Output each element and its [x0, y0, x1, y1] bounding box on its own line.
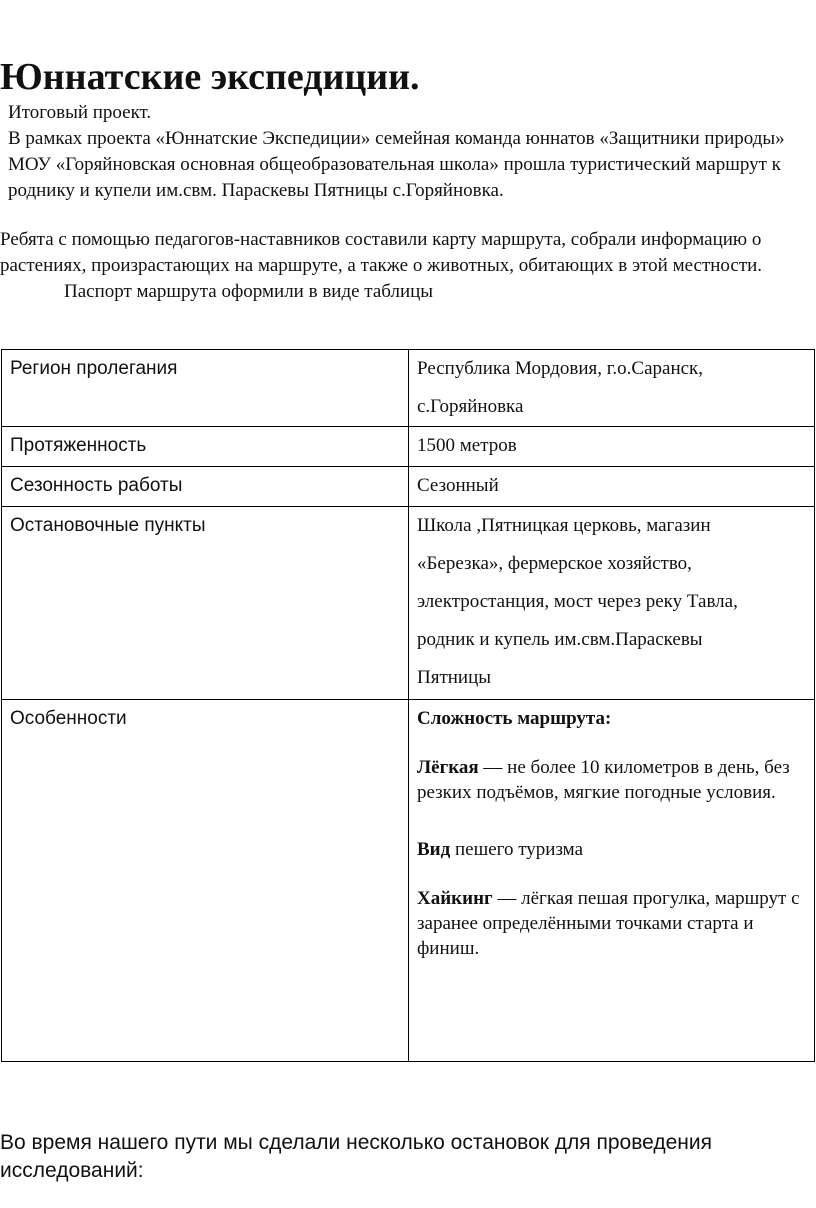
row-label-features: Особенности: [10, 708, 127, 729]
table-cell-label: [2, 507, 409, 700]
outro-paragraph: Во время нашего пути мы сделали несколько остановок для проведения исследований:: [0, 1131, 713, 1182]
document-title: Юннатские экспедиции.: [0, 56, 420, 98]
table-row: [2, 700, 815, 1062]
easy-label: Лёгкая: [417, 757, 479, 778]
table-cell-label: [2, 467, 409, 507]
row-value-line: Пятницы: [417, 667, 492, 688]
route-passport-table: [1, 349, 815, 1062]
row-value-line: родник и купель им.свм.Параскевы: [417, 629, 703, 650]
intro-section: [8, 100, 814, 204]
intro-line-project: Итоговый проект.: [8, 102, 152, 123]
table-row: [2, 467, 815, 507]
intro-paragraph: В рамках проекта «Юннатские Экспедиции» семейная команда юннатов «Защитники природы» МОУ «Горяйновская основная общеобразовательная школа» прошла туристический маршрут к роднику и купели им.свм. Параскевы Пятницы с.Горяйновка.: [8, 128, 785, 201]
table-cell-value: [409, 350, 815, 427]
table-cell-value: [409, 467, 815, 507]
row-label-stops: Остановочные пункты: [10, 515, 206, 536]
hiking-label: Хайкинг: [417, 888, 493, 909]
body-section: [0, 227, 812, 305]
hiking-text: — лёгкая пешая прогулка, маршрут с заранее определёнными точками старта и финиш.: [417, 888, 800, 959]
table-cell-label: [2, 700, 409, 1062]
row-label-season: Сезонность работы: [10, 475, 183, 496]
row-label-length: Протяженность: [10, 435, 147, 456]
table-cell-label: [2, 350, 409, 427]
row-label-region: Регион пролегания: [10, 358, 178, 379]
row-value-line: 1500 метров: [417, 435, 517, 456]
features-type: [417, 837, 806, 862]
features-heading: Сложность маршрута:: [417, 708, 612, 729]
row-value-line: с.Горяйновка: [417, 396, 524, 417]
row-value-line: электростанция, мост через реку Тавла,: [417, 591, 738, 612]
row-value-line: Школа ,Пятницкая церковь, магазин: [417, 515, 711, 536]
row-value-line: «Березка», фермерское хозяйство,: [417, 553, 692, 574]
table-row: [2, 427, 815, 467]
table-row: [2, 350, 815, 427]
body-paragraph-map: Ребята с помощью педагогов-наставников составили карту маршрута, собрали информацию о растениях, произрастающих на маршруте, а также о животных, обитающих в этой местности.: [0, 229, 763, 276]
table-row: [2, 507, 815, 700]
row-value-line: Республика Мордовия, г.о.Саранск,: [417, 358, 704, 379]
type-label: Вид: [417, 839, 451, 860]
table-cell-features: [409, 700, 815, 1062]
table-cell-value: [409, 427, 815, 467]
type-text: пешего туризма: [450, 839, 584, 860]
easy-text: — не более 10 километров в день, без резких подъёмов, мягкие погодные условия.: [417, 757, 790, 803]
features-hiking: [417, 886, 806, 961]
table-cell-value: [409, 507, 815, 700]
table-cell-label: [2, 427, 409, 467]
outro-section: [0, 1129, 816, 1185]
row-value-line: Сезонный: [417, 475, 499, 496]
features-easy: [417, 755, 806, 805]
body-paragraph-table-intro: Паспорт маршрута оформили в виде таблицы: [64, 281, 434, 302]
